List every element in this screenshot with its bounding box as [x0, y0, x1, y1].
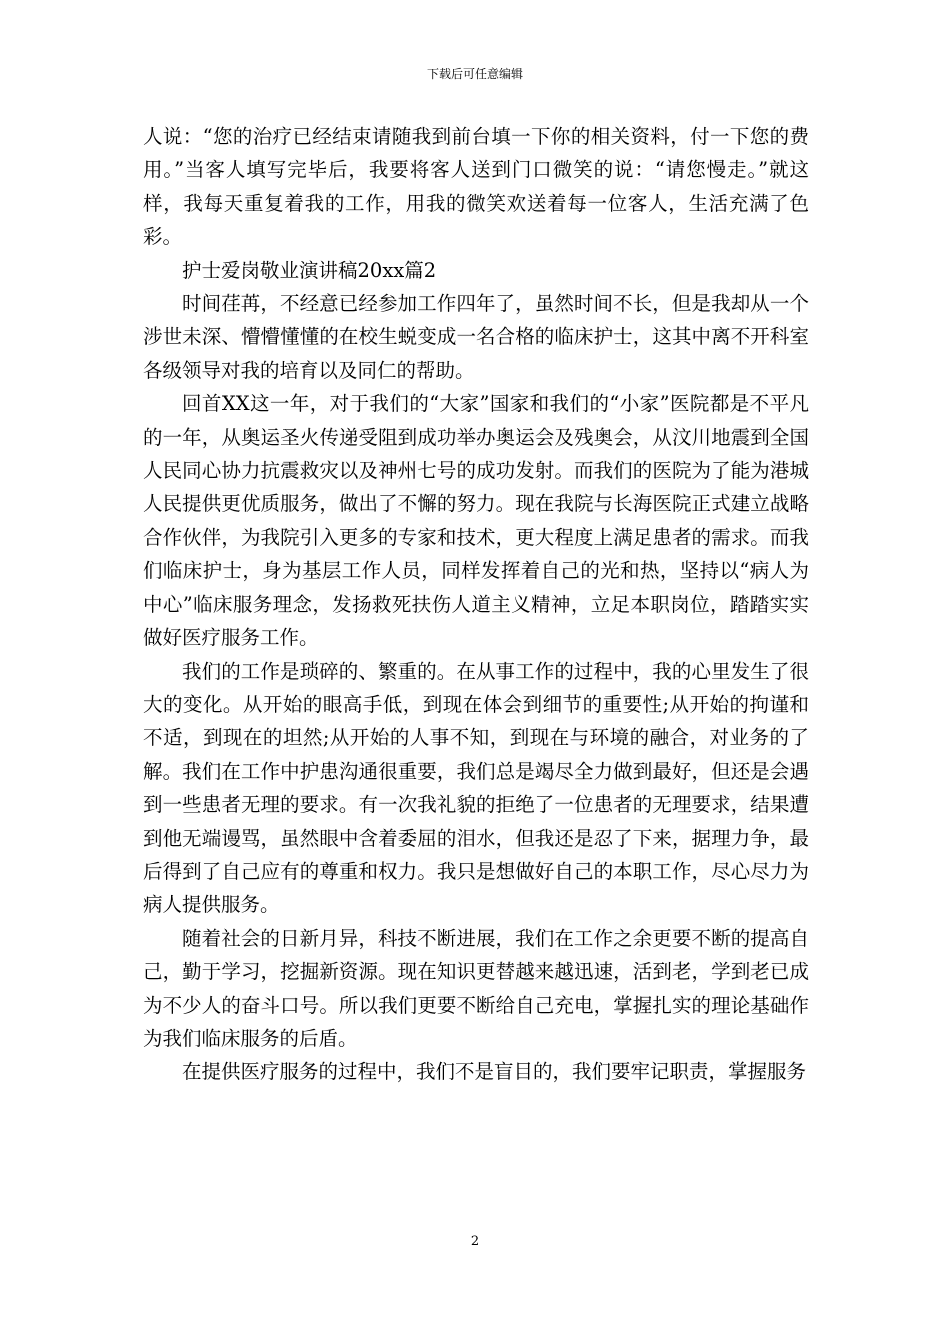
paragraph: 时间荏苒，不经意已经参加工作四年了，虽然时间不长，但是我却从一个涉世未深、懵懵懂懂的在校生蜕变成一名合格的临床护士，这其中离不开科室各级领导对我的培育以及同仁的帮助。 [143, 292, 809, 382]
paragraph: 在提供医疗服务的过程中，我们不是盲目的，我们要牢记职责，掌握服务 [182, 1060, 807, 1084]
paragraph: 回首XX这一年，对于我们的“大家”国家和我们的“小家”医院都是不平凡的一年，从奥运圣火传递受阻到成功举办奥运会及残奥会，从汶川地震到全国人民同心协力抗震救灾以及神州七号的成功发射。而我们的医院为了能为港城人民提供更优质服务，做出了不懈的努力。现在我院与长海医院正式建立战略合作伙伴，为我院引入更多的专家和技术，更大程度上满足患者的需求。而我们临床护士，身为基层工作人员，同样发挥着自己的光和热，坚持以“病人为中心”临床服务理念，发扬救死扶伤人道主义精神，立足本职岗位，踏踏实实做好医疗服务工作。 [143, 392, 809, 650]
paragraph: 随着社会的日新月异，科技不断进展，我们在工作之余更要不断的提高自己，勤于学习，挖掘新资源。现在知识更替越来越迅速，活到老，学到老已成为不少人的奋斗口号。所以我们更要不断给自己充电，掌握扎实的理论基础作为我们临床服务的后盾。 [143, 926, 809, 1050]
paragraph-continued: 人说：“您的治疗已经结束请随我到前台填一下你的相关资料，付一下您的费用。”当客人填写完毕后，我要将客人送到门口微笑的说：“请您慢走。”就这样，我每天重复着我的工作，用我的微笑欢送着每一位客人，生活充满了色彩。 [143, 125, 809, 249]
paragraph: 我们的工作是琐碎的、繁重的。在从事工作的过程中，我的心里发生了很大的变化。从开始的眼高手低，到现在体会到细节的重要性;从开始的拘谨和不适，到现在的坦然;从开始的人事不知，到现在与环境的融合，对业务的了解。我们在工作中护患沟通很重要，我们总是竭尽全力做到最好，但还是会遇到一些患者无理的要求。有一次我礼貌的拒绝了一位患者的无理要求，结果遭到他无端谩骂，虽然眼中含着委屈的泪水，但我还是忍了下来，据理力争，最后得到了自己应有的尊重和权力。我只是想做好自己的本职工作，尽心尽力为病人提供服务。 [143, 659, 809, 917]
page-header-note: 下载后可任意编辑 [426, 67, 523, 81]
section-heading: 护士爱岗敬业演讲稿20xx篇2 [182, 258, 437, 282]
document-body [143, 120, 809, 1089]
page-number: 2 [470, 1234, 480, 1249]
